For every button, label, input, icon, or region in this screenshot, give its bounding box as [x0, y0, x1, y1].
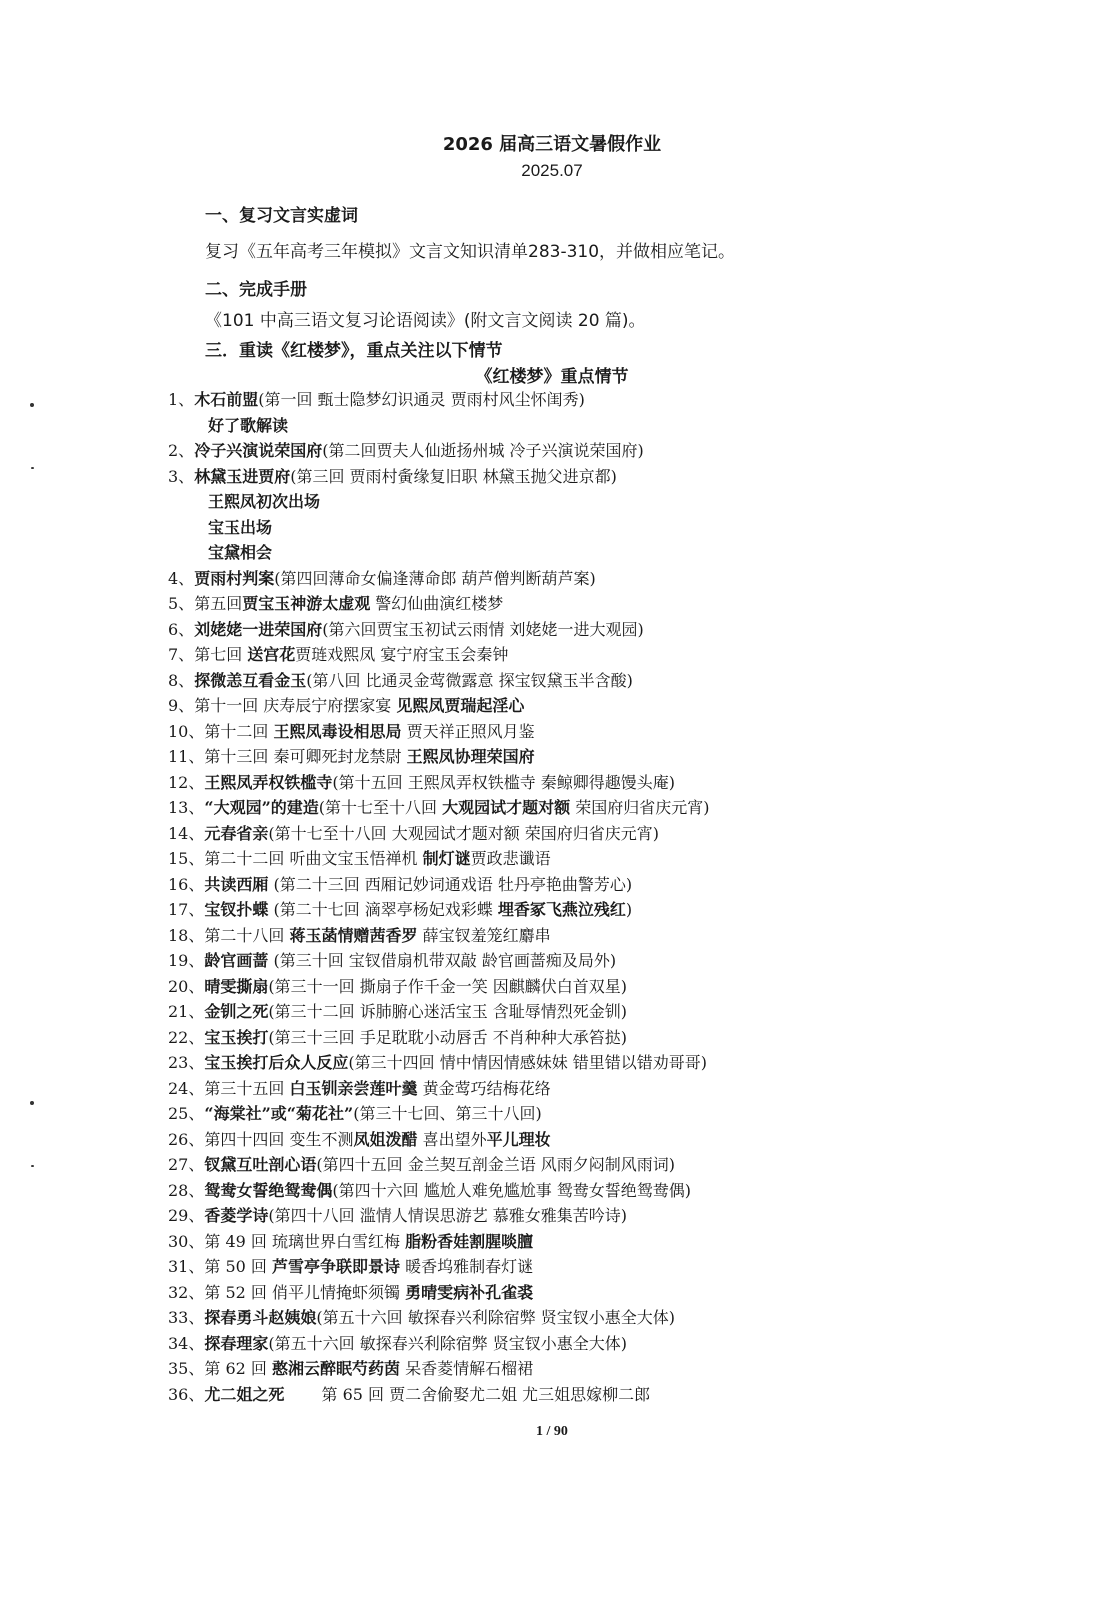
- plot-item-number: 26、: [168, 1129, 205, 1149]
- plot-item-number: 20、: [168, 976, 205, 996]
- plot-item-text: 贾天祥正照风月鉴: [401, 721, 535, 741]
- document-title: 2026 届高三语文暑假作业: [442, 134, 662, 155]
- plot-item-number: 19、: [168, 951, 205, 970]
- plot-item-text: (第一回 甄士隐梦幻识通灵 贾雨村风尘怀闺秀): [258, 390, 585, 409]
- plot-list: [168, 387, 1068, 1407]
- plot-item-text: (第八回 比通灵金莺微露意 探宝钗黛玉半含酸): [306, 670, 633, 690]
- plot-item-number: 3、: [168, 466, 195, 486]
- plot-item-key-text: 林黛玉进贾府: [194, 466, 291, 486]
- plot-item-number: 27、: [168, 1155, 205, 1174]
- plot-item: [168, 974, 1068, 1000]
- plot-item-number: 11、: [168, 747, 205, 766]
- plot-item: [168, 1152, 1068, 1178]
- scan-speck: [30, 1101, 34, 1105]
- plot-item: [168, 821, 1068, 847]
- plot-item-key-text: 冷子兴演说荣国府: [194, 441, 323, 460]
- plot-item-key-text: 平儿理妆: [486, 1129, 551, 1149]
- plot-item-text: (第三十一回 撕扇子作千金一笑 因麒麟伏白首双星): [268, 976, 628, 996]
- plot-item-key-text: 宝钗扑蝶: [204, 900, 269, 919]
- plot-item-key-text: 憨湘云醉眠芍药茵: [272, 1359, 401, 1378]
- plot-item-number: 4、: [168, 568, 195, 588]
- plot-item-key-text: 尤二姐之死: [204, 1384, 285, 1404]
- plot-item-key-text: 鸳鸯女誓绝鸳鸯偶: [204, 1180, 333, 1200]
- plot-item: [168, 999, 1068, 1025]
- section-3-heading: 三．重读《红楼梦》，重点关注以下情节: [205, 341, 503, 361]
- plot-item: [168, 438, 1068, 464]
- plot-item-key-text: 王熙凤毒设相思局: [273, 721, 402, 741]
- plot-item: [168, 744, 1068, 770]
- plot-item-number: 29、: [168, 1206, 205, 1225]
- plot-item: [168, 1229, 1068, 1255]
- plot-item: [168, 591, 1068, 617]
- plot-item: [168, 923, 1068, 949]
- plot-item-text: 暖香坞雅制春灯谜: [400, 1257, 534, 1276]
- plot-item-key-text: 探春勇斗赵姨娘: [204, 1308, 317, 1327]
- plot-item: [168, 1127, 1068, 1153]
- plot-item: [168, 1280, 1068, 1306]
- plot-item-text: 第五回: [194, 594, 243, 613]
- plot-item-number: 23、: [168, 1053, 205, 1072]
- plot-item-number: 30、: [168, 1231, 205, 1251]
- plot-item-text: 第四十四回 变生不测: [204, 1129, 354, 1149]
- plot-item: [168, 1050, 1068, 1076]
- plot-item-text: (第十七至十八回 大观园试才题对额 荣国府归省庆元宵): [268, 823, 660, 843]
- plot-item-text: (第三十七回、第三十八回): [353, 1104, 542, 1123]
- plot-item: [168, 1076, 1068, 1102]
- plot-item: [168, 1356, 1068, 1382]
- plot-item-key-text: 宝玉出场: [208, 517, 273, 537]
- plot-item-key-text: 探微恙互看金玉: [194, 670, 307, 690]
- plot-item-key-text: 探春理家: [204, 1333, 269, 1353]
- plot-item-key-text: 送宫花: [247, 645, 296, 664]
- plot-item-key-text: 制灯谜: [422, 849, 471, 868]
- plot-item-key-text: 木石前盟: [194, 390, 259, 409]
- plot-item-number: 16、: [168, 874, 205, 894]
- plot-item-text: 贾琏戏熙凤 宴宁府宝玉会秦钟: [295, 645, 509, 664]
- plot-item-text: (第四十八回 滥情人情误思游艺 慕雅女雅集苦吟诗): [268, 1206, 628, 1225]
- plot-item-text: (第四十六回 尴尬人难免尴尬事 鸳鸯女誓绝鸳鸯偶): [332, 1180, 692, 1200]
- plot-item-key-text: 大观园试才题对额: [442, 798, 571, 817]
- plot-item-key-text: 钗黛互吐剖心语: [204, 1155, 317, 1174]
- plot-item-text: (第三十回 宝钗借扇机带双敲 龄官画蔷痴及局外): [268, 951, 617, 970]
- plot-item-key-text: 见熙凤贾瑞起淫心: [396, 696, 525, 715]
- plot-item-text: 警幻仙曲演红楼梦: [370, 594, 504, 613]
- plot-item-number: 21、: [168, 1002, 205, 1021]
- plot-item-text: 薛宝钗羞笼红麝串: [417, 925, 551, 945]
- plot-item-text: (第五十六回 敏探春兴利除宿弊 贤宝钗小惠全大体): [316, 1308, 676, 1327]
- plot-item-number: 1、: [168, 390, 195, 409]
- plot-item-key-text: 元春省亲: [204, 823, 269, 843]
- plot-item-text: 喜出望外: [417, 1129, 487, 1149]
- plot-item-text: 第 52 回 俏平儿情掩虾须镯: [204, 1282, 406, 1302]
- plot-item-key-text: 刘姥姥一进荣国府: [194, 619, 323, 639]
- plot-item: [168, 1203, 1068, 1229]
- plot-item: [168, 770, 1068, 796]
- plot-item-text: (第二回贾夫人仙逝扬州城 冷子兴演说荣国府): [322, 441, 644, 460]
- plot-item-number: 8、: [168, 670, 195, 690]
- plot-item-text: 呆香菱情解石榴裙: [400, 1359, 534, 1378]
- plot-item-number: 24、: [168, 1078, 205, 1098]
- plot-item-number: 28、: [168, 1180, 205, 1200]
- scan-speck: [31, 1165, 34, 1167]
- plot-item-number: 22、: [168, 1027, 205, 1047]
- plot-item-number: 10、: [168, 721, 205, 741]
- plot-item-key-text: 宝玉挨打: [204, 1027, 269, 1047]
- plot-item: [168, 948, 1068, 974]
- plot-item: [168, 719, 1068, 745]
- plot-item-text: 第二十二回 听曲文宝玉悟禅机: [204, 849, 423, 868]
- plot-item: [168, 795, 1068, 821]
- plot-item-text: (第三十四回 情中情因情感妹妹 错里错以错劝哥哥): [348, 1053, 708, 1072]
- plot-item-text: 第十二回: [204, 721, 274, 741]
- plot-item: [168, 897, 1068, 923]
- plot-item: [168, 668, 1068, 694]
- plot-item-key-text: 共读西厢: [204, 874, 269, 894]
- plot-item-key-text: 龄官画蔷: [204, 951, 269, 970]
- plot-item-text: (第四十五回 金兰契互剖金兰语 风雨夕闷制风雨词): [316, 1155, 676, 1174]
- scan-speck: [31, 467, 34, 469]
- plot-item-key-text: “大观园”的建造: [204, 798, 319, 817]
- plot-item-text: 第 62 回: [204, 1359, 272, 1378]
- plot-item-key-text: “海棠社”或“菊花社”: [204, 1104, 354, 1123]
- plot-item-text: (第五十六回 敏探春兴利除宿弊 贤宝钗小惠全大体): [268, 1333, 628, 1353]
- plot-item-text: 第十一回 庆寿辰宁府摆家宴: [194, 696, 397, 715]
- plot-item-key-text: 宝玉挨打后众人反应: [204, 1053, 349, 1072]
- plot-item-number: 35、: [168, 1359, 205, 1378]
- plot-item: [168, 1305, 1068, 1331]
- plot-item-key-text: 贾宝玉神游太虚观: [242, 594, 371, 613]
- plot-item-key-text: 埋香冢飞燕泣残红: [497, 900, 626, 919]
- plot-item-text: 荣国府归省庆元宵): [570, 798, 710, 817]
- plot-item-text: (第十五回 王熙凤弄权铁槛寺 秦鲸卿得趣馒头庵): [332, 772, 676, 792]
- plot-item-number: 25、: [168, 1104, 205, 1123]
- plot-item-key-text: 香菱学诗: [204, 1206, 269, 1225]
- plot-item: [168, 489, 1068, 515]
- plot-item-text: (第三十三回 手足耽耽小动唇舌 不肖种种大承笞挞): [268, 1027, 628, 1047]
- plot-item-text: 第十三回 秦可卿死封龙禁尉: [204, 747, 407, 766]
- plot-item-number: 7、: [168, 645, 195, 664]
- plot-item-key-text: 蒋玉菡情赠茜香罗: [289, 925, 418, 945]
- plot-item: [168, 413, 1068, 439]
- plot-item-key-text: 王熙凤初次出场: [208, 492, 321, 511]
- plot-item-key-text: 凤姐泼醋: [353, 1129, 418, 1149]
- plot-item: [168, 617, 1068, 643]
- plot-item-text: (第三回 贾雨村夤缘复旧职 林黛玉抛父进京都): [290, 466, 617, 486]
- plot-item-text: (第三十二回 诉肺腑心迷活宝玉 含耻辱情烈死金钏): [268, 1002, 628, 1021]
- plot-item-number: 2、: [168, 441, 195, 460]
- section-1-heading: 一、复习文言实虚词: [205, 206, 358, 226]
- plot-item-text: (第二十七回 滴翠亭杨妃戏彩蝶: [268, 900, 498, 919]
- plot-item-key-text: 勇晴雯病补孔雀裘: [405, 1282, 534, 1302]
- plot-item-text: (第十七至十八回: [318, 798, 443, 817]
- plot-item-number: 31、: [168, 1257, 205, 1276]
- plot-item-key-text: 芦雪亭争联即景诗: [272, 1257, 401, 1276]
- plot-item-text: 第 65 回 贾二舍偷娶尤二姐 尤三姐思嫁柳二郎: [284, 1384, 651, 1404]
- plot-item: [168, 1178, 1068, 1204]
- plot-item-number: 18、: [168, 925, 205, 945]
- plot-item-number: 15、: [168, 849, 205, 868]
- plot-item: [168, 387, 1068, 413]
- plot-item-text: 黄金莺巧结梅花络: [417, 1078, 551, 1098]
- plot-item-number: 6、: [168, 619, 195, 639]
- plot-item-number: 34、: [168, 1333, 205, 1353]
- plot-item-number: 33、: [168, 1308, 205, 1327]
- plot-item-key-text: 宝黛相会: [208, 543, 273, 562]
- plot-item-key-text: 金钏之死: [204, 1002, 269, 1021]
- plot-item: [168, 846, 1068, 872]
- plot-item-text: 第二十八回: [204, 925, 290, 945]
- plot-item: [168, 464, 1068, 490]
- plot-item-key-text: 脂粉香娃割腥啖膻: [405, 1231, 534, 1251]
- plot-item-text: (第四回薄命女偏逢薄命郎 葫芦僧判断葫芦案): [274, 568, 596, 588]
- plot-item-number: 36、: [168, 1384, 205, 1404]
- plot-item-text: 第 50 回: [204, 1257, 272, 1276]
- plot-item-number: 17、: [168, 900, 205, 919]
- plot-item-text: 贾政悲谶语: [470, 849, 551, 868]
- plot-item-number: 9、: [168, 696, 195, 715]
- scan-speck: [30, 403, 34, 407]
- plot-item: [168, 515, 1068, 541]
- plot-item-key-text: 王熙凤弄权铁槛寺: [204, 772, 333, 792]
- plot-list-subtitle: 《红楼梦》重点情节: [475, 367, 629, 387]
- section-2-heading: 二、完成手册: [205, 280, 307, 300]
- plot-item-text: (第六回贾宝玉初试云雨情 刘姥姥一进大观园): [322, 619, 644, 639]
- plot-item: [168, 1254, 1068, 1280]
- plot-item-key-text: 王熙凤协理荣国府: [406, 747, 535, 766]
- plot-item: [168, 872, 1068, 898]
- plot-item: [168, 1025, 1068, 1051]
- plot-item-key-text: 白玉钏亲尝莲叶羹: [289, 1078, 418, 1098]
- section-1-text: 复习《五年高考三年模拟》文言文知识清单283-310，并做相应笔记。: [205, 242, 736, 262]
- plot-item-key-text: 晴雯撕扇: [204, 976, 269, 996]
- plot-item-number: 14、: [168, 823, 205, 843]
- section-2-text: 《101 中高三语文复习论语阅读》(附文言文阅读 20 篇)。: [205, 311, 646, 331]
- plot-item-text: (第二十三回 西厢记妙词通戏语 牡丹亭艳曲警芳心): [268, 874, 633, 894]
- plot-item-number: 13、: [168, 798, 205, 817]
- plot-item-text: 第三十五回: [204, 1078, 290, 1098]
- page-number: 1 / 90: [536, 1424, 568, 1439]
- plot-item: [168, 566, 1068, 592]
- plot-item: [168, 1331, 1068, 1357]
- document-date: 2025.07: [521, 161, 583, 180]
- plot-item: [168, 1382, 1068, 1408]
- plot-item-number: 5、: [168, 594, 195, 613]
- plot-item-text: ): [625, 900, 633, 919]
- plot-item: [168, 540, 1068, 566]
- plot-item: [168, 1101, 1068, 1127]
- plot-item-number: 32、: [168, 1282, 205, 1302]
- plot-item-number: 12、: [168, 772, 205, 792]
- plot-item: [168, 642, 1068, 668]
- plot-item-text: 第七回: [194, 645, 248, 664]
- plot-item: [168, 693, 1068, 719]
- plot-item-text: 第 49 回 琉璃世界白雪红梅: [204, 1231, 406, 1251]
- plot-item-key-text: 贾雨村判案: [194, 568, 275, 588]
- plot-item-key-text: 好了歌解读: [208, 415, 289, 435]
